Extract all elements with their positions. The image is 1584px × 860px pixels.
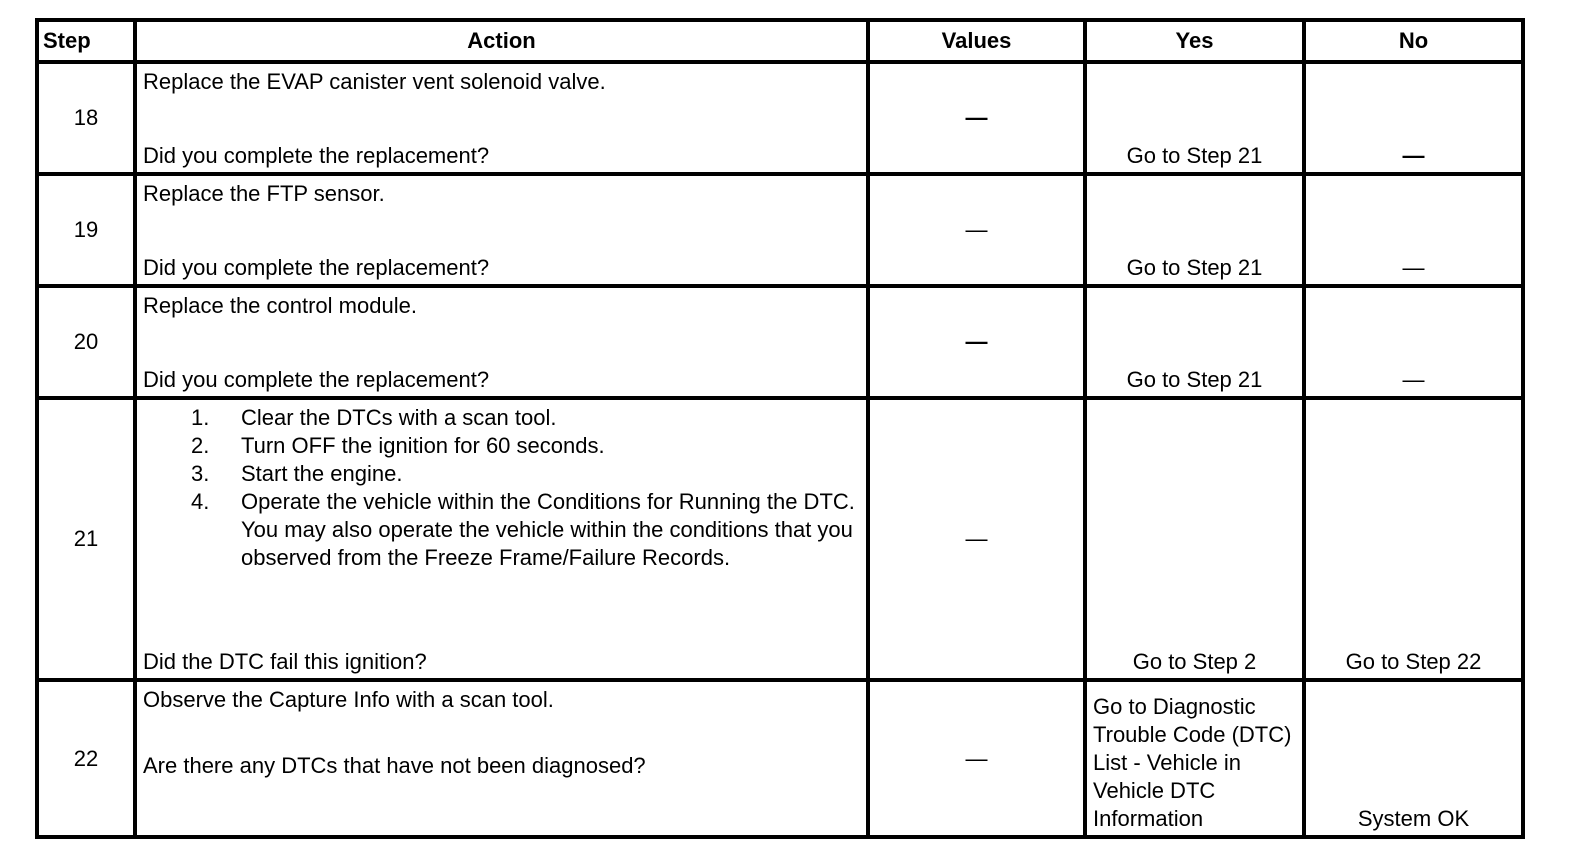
action-instruction: Replace the FTP sensor. [143, 181, 385, 206]
table-row [37, 398, 1523, 680]
procedure-step [143, 432, 860, 460]
procedure-step-text: Operate the vehicle within the Conditions for Running the DTC. You may also operate the vehicle within the conditions that you observed from the Freeze Frame/Failure Records. [241, 489, 855, 570]
procedure-step-number: 4. [191, 489, 210, 514]
step-number: 19 [37, 174, 135, 286]
header-step: Step [37, 20, 135, 62]
values-cell [868, 286, 1085, 398]
yes-cell: Go to Step 21 [1085, 62, 1304, 174]
table-row [37, 62, 1523, 174]
no-dash: — [1402, 255, 1425, 280]
values-dash: — [965, 105, 988, 130]
no-cell [1304, 286, 1523, 398]
procedure-step-number: 3. [191, 461, 210, 486]
values-cell [868, 62, 1085, 174]
action-cell [135, 174, 868, 286]
action-question: Are there any DTCs that have not been diagnosed? [143, 753, 646, 778]
values-dash: — [965, 329, 988, 354]
procedure-step [143, 488, 860, 572]
action-question: Did you complete the replacement? [143, 367, 490, 392]
table-row [37, 286, 1523, 398]
yes-cell: Go to Step 21 [1085, 286, 1304, 398]
header-no: No [1304, 20, 1523, 62]
values-dash: — [965, 745, 988, 771]
no-dash: — [1402, 143, 1425, 168]
yes-cell: Go to Step 21 [1085, 174, 1304, 286]
procedure-step-number: 1. [191, 405, 210, 430]
action-question: Did the DTC fail this ignition? [143, 649, 427, 674]
table-row [37, 174, 1523, 286]
diagnostic-table [35, 18, 1525, 839]
step-number: 18 [37, 62, 135, 174]
values-cell [868, 680, 1085, 837]
no-cell [1304, 174, 1523, 286]
step-number: 21 [37, 398, 135, 680]
yes-cell: Go to Step 2 [1085, 398, 1304, 680]
table-row [37, 680, 1523, 837]
header-action: Action [135, 20, 868, 62]
procedure-step-text: Start the engine. [241, 461, 403, 486]
action-question: Did you complete the replacement? [143, 143, 490, 168]
procedure-list [143, 404, 860, 572]
header-yes: Yes [1085, 20, 1304, 62]
no-dash: — [1402, 367, 1425, 392]
action-cell [135, 286, 868, 398]
action-cell [135, 398, 868, 680]
yes-cell: Go to Diagnostic Trouble Code (DTC) List - Vehicle in Vehicle DTC Information [1085, 680, 1304, 837]
action-instruction: Replace the control module. [143, 293, 417, 318]
procedure-step-text: Turn OFF the ignition for 60 seconds. [241, 433, 605, 458]
action-instruction: Observe the Capture Info with a scan tool. [143, 687, 554, 712]
action-cell [135, 62, 868, 174]
action-cell [135, 680, 868, 837]
action-instruction: Replace the EVAP canister vent solenoid valve. [143, 69, 606, 94]
procedure-step-number: 2. [191, 433, 210, 458]
step-number: 22 [37, 680, 135, 837]
procedure-step [143, 460, 860, 488]
action-question: Did you complete the replacement? [143, 255, 490, 280]
step-number: 20 [37, 286, 135, 398]
values-dash: — [965, 217, 988, 242]
values-cell [868, 398, 1085, 680]
header-row [37, 20, 1523, 62]
no-cell: Go to Step 22 [1304, 398, 1523, 680]
values-cell [868, 174, 1085, 286]
procedure-step-text: Clear the DTCs with a scan tool. [241, 405, 557, 430]
no-cell: System OK [1304, 680, 1523, 837]
header-values: Values [868, 20, 1085, 62]
procedure-step [143, 404, 860, 432]
no-cell [1304, 62, 1523, 174]
values-dash: — [965, 526, 988, 551]
